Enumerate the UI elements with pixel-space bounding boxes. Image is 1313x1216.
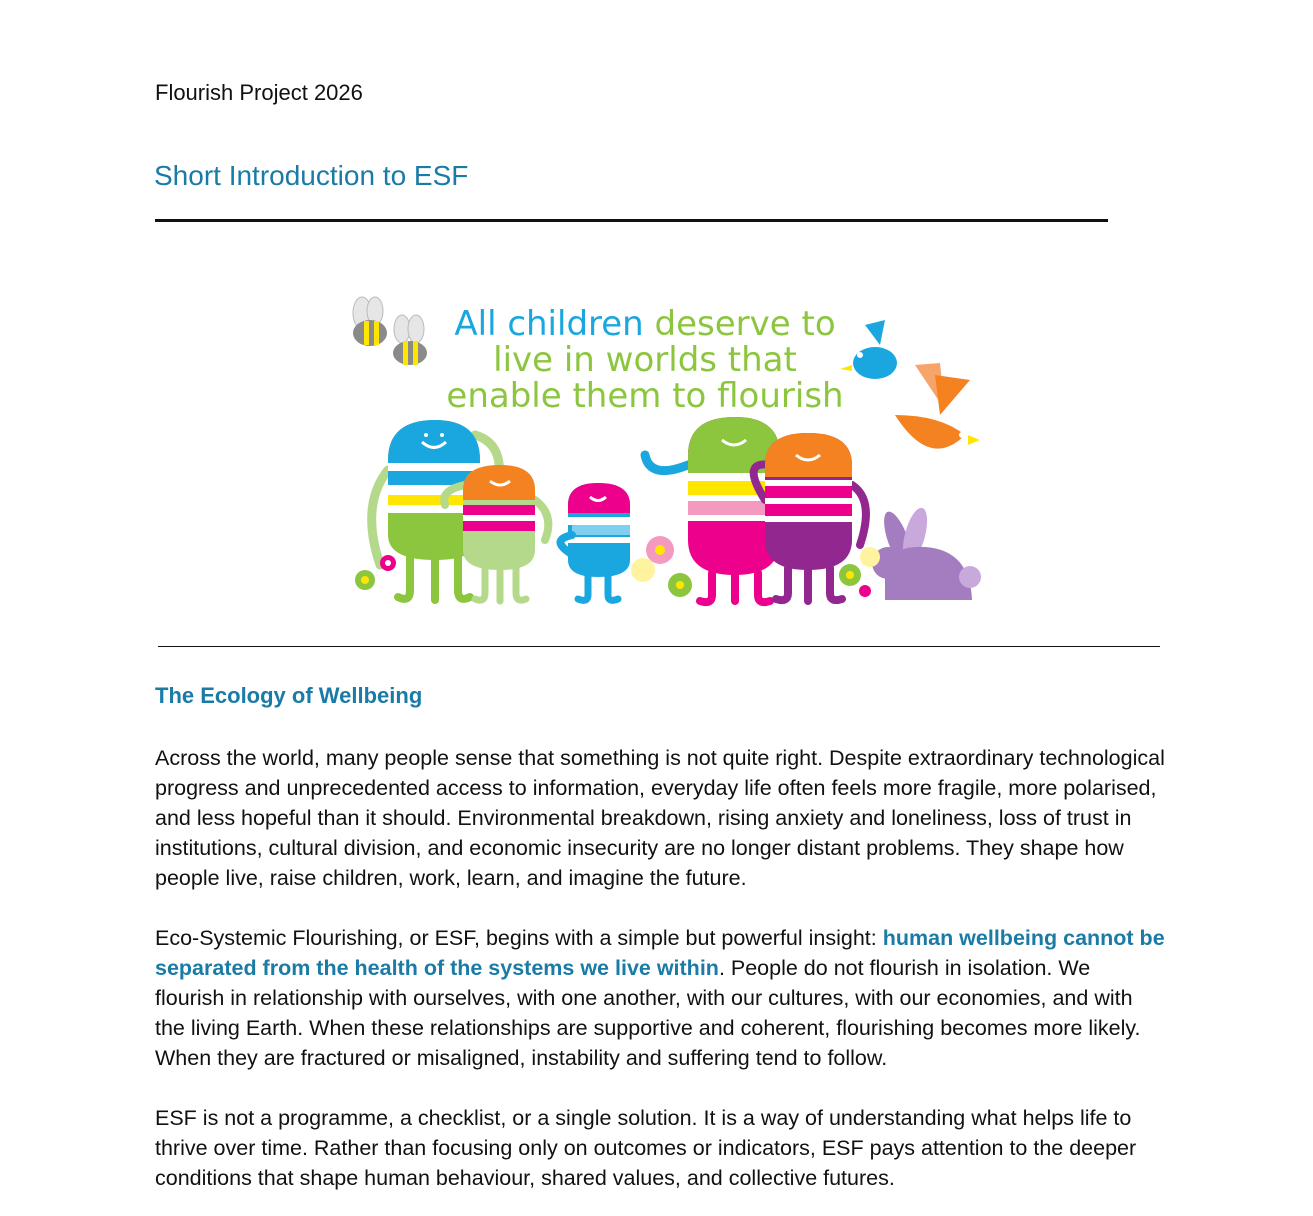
bee-icon	[393, 315, 427, 365]
illustration-caption-line1a: All children	[454, 304, 644, 344]
paragraph-2-intro: Eco-Systemic Flourishing, or ESF, begins with a simple but powerful insight:	[155, 926, 883, 950]
illustration-caption-line2: live in worlds that	[493, 340, 797, 380]
paragraph-1: Across the world, many people sense that something is not quite right. Despite extraordinary technological progress and unprecedented access to information, everyday life often feels more fragile, more polarised, and less hopeful than it should. Environmental breakdown, rising anxiety and loneliness, loss of trust in institutions, cultural division, and economic insecurity are no longer distant problems. They shape how people live, raise children, work, learn, and imagine the future.	[155, 746, 1165, 890]
blue-bird-icon	[840, 320, 897, 379]
paragraph-2	[155, 923, 1165, 1073]
rabbit-icon	[872, 505, 981, 600]
bee-icon	[353, 297, 387, 346]
title-underline	[155, 219, 1108, 222]
header-label: Flourish Project 2026	[155, 80, 363, 105]
green-creature	[645, 417, 780, 602]
flourish-illustration	[340, 285, 990, 610]
svg-text:All children deserve to	[454, 304, 835, 344]
paragraph-2-highlight: human wellbeing cannot be separated from the health of the systems we live within	[155, 926, 1165, 980]
illustration-divider	[158, 646, 1160, 647]
section-heading: The Ecology of Wellbeing	[155, 683, 423, 708]
orange-bird-icon	[895, 363, 980, 449]
paragraph-2-rest: . People do not flourish in isolation. We flourish in relationship with ourselves, with one another, with our cultures, with our economies, and with the living Earth. When these relationships are supportive and coherent, flourishing becomes more likely. When they are fractured or misaligned, instability and suffering tend to follow.	[155, 956, 1141, 1070]
illustration-caption-line3: enable them to flourish	[446, 376, 844, 416]
illustration-caption-line1b: deserve to	[643, 304, 836, 344]
document-title: Short Introduction to ESF	[154, 160, 469, 191]
pink-creature	[560, 483, 630, 600]
paragraph-3: ESF is not a programme, a checklist, or a single solution. It is a way of understanding what helps life to thrive over time. Rather than focusing only on outcomes or indicators, ESF pays attention to the deeper conditions that shape human behaviour, shared values, and collective futures.	[155, 1106, 1137, 1190]
